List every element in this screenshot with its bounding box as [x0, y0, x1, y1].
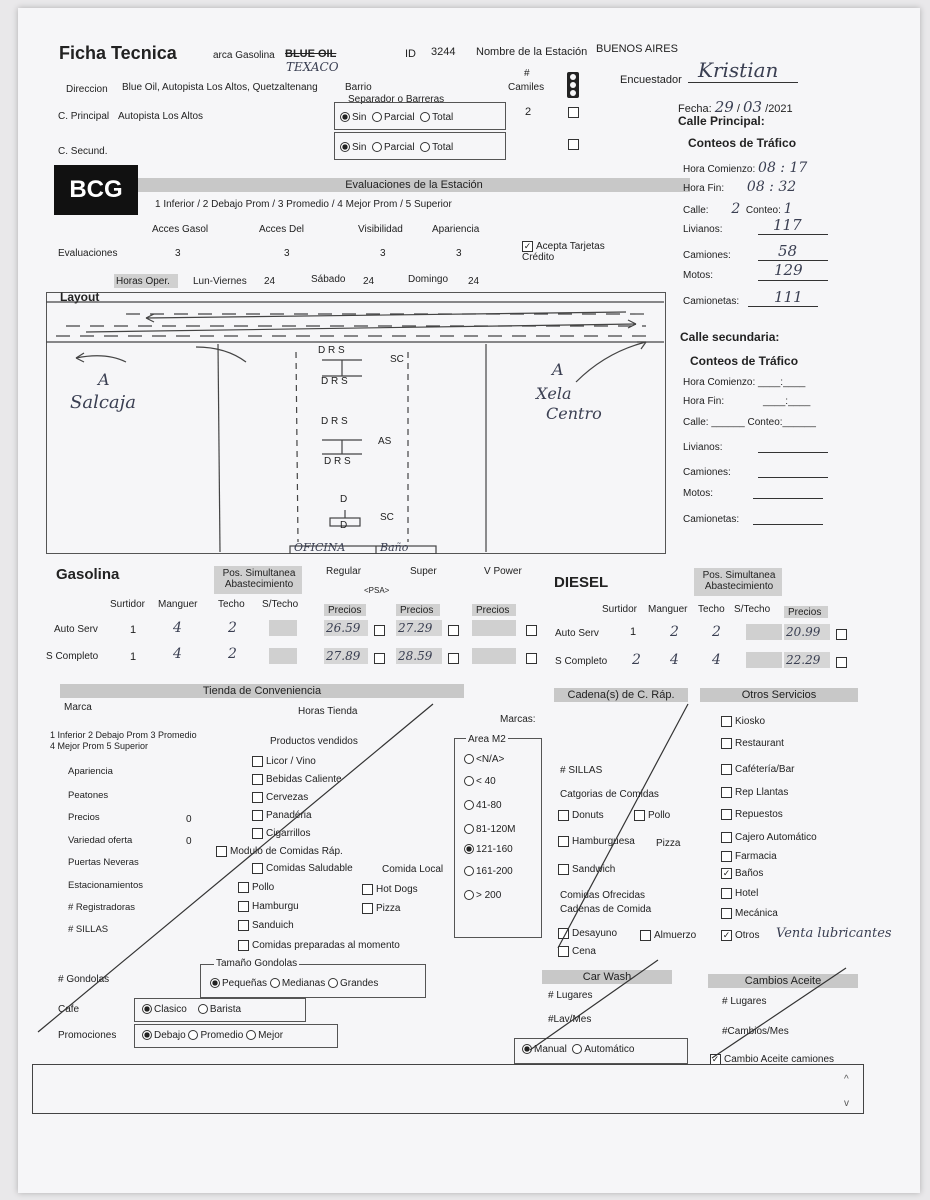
- layout-label: Layout: [60, 290, 100, 304]
- bcg-logo: BCG: [54, 165, 138, 215]
- aceite-cambios: #Cambios/Mes: [722, 1026, 789, 1037]
- marca-old: BLUE OIL: [285, 48, 337, 60]
- diesel-auto-label: Auto Serv: [555, 628, 599, 639]
- gasolina-comp-check-3[interactable]: [526, 650, 540, 668]
- diesel-comp-precio: 22.29: [784, 652, 830, 668]
- camiles-hash: #: [524, 68, 530, 79]
- otros-repuestos[interactable]: Repuestos: [721, 809, 783, 820]
- tienda-row-estacionamientos: Estacionamientos: [68, 880, 143, 891]
- otros-cajero[interactable]: Cajero Automático: [721, 832, 817, 843]
- gasolina-auto-regular: 26.59: [324, 620, 368, 636]
- otros-banos[interactable]: ✓ Baños: [722, 868, 764, 880]
- area-label: Area M2: [468, 734, 506, 745]
- otros-farmacia[interactable]: Farmacia: [721, 851, 777, 862]
- layout-drs-1: D R S: [318, 345, 345, 356]
- otros-mecanica[interactable]: Mecánica: [721, 908, 778, 919]
- diesel-col-manguer: Manguer: [648, 604, 688, 615]
- diesel-comp-label: S Completo: [555, 656, 608, 667]
- otros-cafeteria[interactable]: Cafétería/Bar: [721, 764, 794, 775]
- otros-hotel[interactable]: Hotel: [721, 888, 758, 899]
- marca-new: TEXACO: [286, 60, 339, 74]
- cadena-cena[interactable]: Cena: [558, 946, 596, 957]
- cadena-ofrecidas: Comidas Ofrecidas: [560, 890, 646, 901]
- comida-sanduich[interactable]: Sanduich: [238, 920, 294, 931]
- calle-principal-heading: Calle Principal:: [678, 114, 765, 128]
- otros-restaurant[interactable]: Restaurant: [721, 738, 784, 749]
- prod-cervezas[interactable]: Cervezas: [252, 792, 308, 803]
- diesel-precios: Precios: [788, 607, 822, 618]
- col-acces-del: Acces Del: [259, 224, 305, 235]
- tienda-scale-1: 1 Inferior 2 Debajo Prom 3 Promedio: [50, 730, 197, 740]
- traffic-light-icon: [564, 72, 582, 103]
- cadena-pizza: Pizza: [656, 838, 681, 849]
- diesel-comp-surtidor: 2: [632, 652, 641, 668]
- gasolina-comp-techo: 2: [228, 646, 237, 662]
- aceite-camiones[interactable]: ✓ Cambio Aceite camiones: [711, 1054, 835, 1066]
- carwash-lugares: # Lugares: [548, 990, 593, 1001]
- layout-right-a: A: [552, 360, 564, 379]
- principal-label: C. Principal: [58, 111, 110, 122]
- diesel-comp-manguer: 4: [670, 652, 679, 668]
- evaluaciones-label: Evaluaciones: [58, 248, 118, 259]
- area-na[interactable]: <N/A>: [464, 754, 504, 765]
- tamano-label: Tamaño Gondolas: [216, 958, 298, 969]
- conteo2-hc: Hora Comienzo: ____:____: [683, 377, 806, 388]
- lv-value: 24: [264, 276, 276, 287]
- comida-hamburgu[interactable]: Hamburgu: [238, 901, 299, 912]
- tienda-productos: Productos vendidos: [270, 736, 358, 747]
- cadena-donuts[interactable]: Donuts: [558, 810, 604, 821]
- scroll-down-icon[interactable]: v: [844, 1098, 849, 1109]
- secund-label: C. Secund.: [58, 146, 108, 157]
- prod-licor[interactable]: Licor / Vino: [252, 756, 316, 767]
- gasolina-auto-techo: 2: [228, 620, 237, 636]
- gasolina-comp-surtidor: 1: [130, 651, 137, 663]
- diesel-auto-check[interactable]: [836, 626, 850, 644]
- layout-as: AS: [378, 436, 392, 447]
- tienda-scale-2: 4 Mejor Prom 5 Superior: [50, 741, 149, 751]
- id-value: 3244: [431, 46, 456, 58]
- layout-right-dest2: Centro: [546, 404, 602, 423]
- conteo1-title: Conteos de Tráfico: [688, 136, 797, 150]
- layout-drs-3: D R S: [321, 416, 348, 427]
- gasolina-title: Gasolina: [56, 566, 120, 583]
- eval-value-4: 3: [456, 248, 462, 259]
- layout-sc-1: SC: [390, 354, 404, 365]
- comida-saludable[interactable]: Comidas Saludable: [252, 863, 353, 874]
- prod-bebidas[interactable]: Bebidas Caliente: [252, 774, 342, 785]
- principal-value: Autopista Los Altos: [118, 111, 204, 122]
- otros-kiosko[interactable]: Kiosko: [721, 716, 765, 727]
- gasolina-super: Super: [410, 566, 437, 577]
- barrio-label: Barrio: [345, 82, 372, 93]
- aceite-lugares: # Lugares: [722, 996, 767, 1007]
- diesel-pos: Pos. Simultanea Abastecimiento: [702, 570, 776, 592]
- tienda-row-precios: Precios: [68, 812, 100, 823]
- layout-drs-2: D R S: [321, 376, 348, 387]
- diesel-comp-check[interactable]: [836, 654, 850, 672]
- dom-label: Domingo: [408, 274, 449, 285]
- tienda-precios-value: 0: [186, 814, 192, 825]
- area-box: [454, 738, 542, 938]
- lv-label: Lun-Viernes: [193, 276, 247, 287]
- otros-title: Otros Servicios: [700, 688, 858, 702]
- conteo2-heading: Calle secundaria:: [680, 330, 780, 344]
- prod-panaderia[interactable]: Panadéria: [252, 810, 312, 821]
- comida-pizza[interactable]: Pizza: [362, 903, 400, 914]
- diesel-comp-techo: 4: [712, 652, 721, 668]
- conteo1-camiones: 58: [778, 242, 798, 260]
- prod-cigarrillos[interactable]: Cigarrillos: [252, 828, 310, 839]
- gasolina-comp-regular: 27.89: [324, 648, 368, 664]
- layout-sc-2: SC: [380, 512, 394, 523]
- tienda-title: Tienda de Conveniencia: [60, 684, 464, 698]
- conteo2-livianos-label: Livianos:: [683, 442, 723, 453]
- checkbox-2[interactable]: [568, 136, 582, 154]
- checkbox-1[interactable]: [568, 104, 582, 122]
- tarjetas-checkbox[interactable]: ✓ Acepta Tarjetas Crédito: [522, 241, 605, 264]
- conteo2-calle: Calle: ______ Conteo:______: [683, 417, 816, 428]
- gondolas-options[interactable]: Pequeñas Medianas Grandes: [210, 978, 378, 989]
- conteo1-motos-label: Motos:: [683, 270, 714, 281]
- area-81-120[interactable]: 81-120M: [464, 824, 515, 835]
- survey-sheet: [18, 8, 920, 1193]
- gasolina-auto-check-2[interactable]: [448, 622, 462, 640]
- area-lt40[interactable]: < 40: [464, 776, 496, 787]
- area-161-200[interactable]: 161-200: [464, 866, 513, 877]
- otros-otros[interactable]: ✓ Otros: [722, 930, 760, 942]
- conteo1-camionetas-label: Camionetas:: [683, 296, 740, 307]
- otros-llantas[interactable]: Rep Llantas: [721, 787, 788, 798]
- comida-pollo[interactable]: Pollo: [238, 882, 274, 893]
- conteo1-calle: Calle: 2 Conteo: 1: [683, 201, 793, 217]
- conteo1-hc: Hora Comienzo: 08 : 17: [683, 160, 808, 176]
- gasolina-col-techo: Techo: [218, 599, 245, 610]
- tienda-marcas: Marcas:: [500, 714, 536, 725]
- cadena-sillas: # SILLAS: [560, 765, 603, 776]
- carwash-options[interactable]: Manual Automático: [522, 1044, 634, 1055]
- gasolina-col-stecho: S/Techo: [262, 599, 299, 610]
- layout-p-2: D: [340, 520, 348, 531]
- evaluaciones-scale: 1 Inferior / 2 Debajo Prom / 3 Promedio / 4 Mejor Prom / 5 Superior: [155, 199, 452, 210]
- diesel-auto-manguer: 2: [670, 624, 679, 640]
- separador-label: Separador o Barreras: [348, 94, 445, 105]
- gasolina-auto-manguer: 4: [173, 620, 182, 636]
- area-121-160[interactable]: 121-160: [464, 844, 513, 855]
- tienda-marca: Marca: [64, 702, 92, 713]
- conteo2-hf: Hora Fin: ____:____: [683, 396, 811, 407]
- tienda-row-peatones: Peatones: [68, 790, 109, 801]
- gondolas-label: # Gondolas: [58, 974, 110, 985]
- tienda-row-registradoras: # Registradoras: [68, 902, 136, 913]
- fecha-row: Fecha: 29 / 03 /2021: [678, 98, 793, 116]
- comida-preparadas[interactable]: Comidas preparadas al momento: [238, 940, 400, 951]
- direccion-label: Direccion: [66, 84, 108, 95]
- gasolina-comp-label: S Completo: [46, 651, 99, 662]
- cafe-label: Cafe: [58, 1004, 80, 1015]
- dom-value: 24: [468, 276, 480, 287]
- cadena-title: Cadena(s) de C. Ráp.: [554, 688, 688, 702]
- camiles-label: Camiles: [508, 82, 545, 93]
- estacion-value: BUENOS AIRES: [596, 43, 678, 55]
- diesel-col-techo: Techo: [698, 604, 725, 615]
- gasolina-regular: Regular: [326, 566, 362, 577]
- layout-drs-4: D R S: [324, 456, 351, 467]
- gasolina-vpower: V Power: [484, 566, 522, 577]
- tienda-variedad-value: 0: [186, 836, 192, 847]
- horas-label: Horas Oper.: [116, 276, 170, 287]
- direccion-value: Blue Oil, Autopista Los Altos, Quetzaltenang: [122, 82, 318, 93]
- conteo1-camionetas: 111: [774, 288, 803, 306]
- diesel-title: DIESEL: [554, 574, 609, 591]
- separador-options-1[interactable]: Sin Parcial Total: [340, 112, 453, 123]
- gasolina-precios-2: Precios: [400, 605, 434, 616]
- layout-left-a: A: [98, 370, 110, 389]
- cadena-sandwich[interactable]: Sandwich: [558, 864, 615, 875]
- col-acces-gasol: Acces Gasol: [152, 224, 209, 235]
- layout-left-dest: Salcaja: [70, 392, 136, 413]
- conteo1-camiones-label: Camiones:: [683, 250, 731, 261]
- gasolina-auto-surtidor: 1: [130, 624, 137, 636]
- marca-label: arca Gasolina: [213, 50, 275, 61]
- gasolina-precios-3: Precios: [476, 605, 510, 616]
- cafe-options[interactable]: Clasico Barista: [142, 1004, 241, 1015]
- comida-hotdogs[interactable]: Hot Dogs: [362, 884, 418, 895]
- gasolina-col-surtidor: Surtidor: [110, 599, 146, 610]
- id-label: ID: [405, 48, 416, 60]
- tienda-row-sillas: # SILLAS: [68, 924, 109, 935]
- conteo1-hf: Hora Fin: 08 : 32: [683, 179, 797, 195]
- layout-right-dest1: Xela: [536, 384, 572, 403]
- area-gt200[interactable]: > 200: [464, 890, 501, 901]
- gasolina-comp-check-1[interactable]: [374, 650, 388, 668]
- encuestador-label: Encuestador: [620, 74, 682, 86]
- gasolina-auto-check-1[interactable]: [374, 622, 388, 640]
- camiles-value: 2: [525, 106, 532, 118]
- diesel-col-stecho: S/Techo: [734, 604, 771, 615]
- cadena-pollo[interactable]: Pollo: [634, 810, 670, 821]
- promociones-options[interactable]: Debajo Promedio Mejor: [142, 1030, 283, 1041]
- cadena-desayuno[interactable]: Desayuno: [558, 928, 617, 939]
- layout-p-1: D: [340, 494, 348, 505]
- gasolina-auto-check-3[interactable]: [526, 622, 540, 640]
- cadena-hamburguesa[interactable]: Hamburguesa: [558, 836, 635, 847]
- gasolina-psa: <PSA>: [364, 586, 390, 595]
- gasolina-precios-1: Precios: [328, 605, 362, 616]
- conteo1-motos: 129: [774, 261, 803, 279]
- conteo2-camiones-label: Camiones:: [683, 467, 731, 478]
- tienda-row-variedad: Variedad oferta: [68, 835, 133, 846]
- carwash-lav: #Lav/Mes: [548, 1014, 592, 1025]
- cadena-almuerzo[interactable]: Almuerzo: [640, 930, 696, 941]
- evaluaciones-title: Evaluaciones de la Estación: [138, 178, 690, 192]
- area-41-80[interactable]: 41-80: [464, 800, 502, 811]
- col-apariencia: Apariencia: [432, 224, 480, 235]
- estacion-label: Nombre de la Estación: [476, 46, 588, 58]
- promociones-label: Promociones: [58, 1030, 117, 1041]
- gasolina-col-manguer: Manguer: [158, 599, 198, 610]
- scroll-up-icon[interactable]: ^: [844, 1074, 849, 1085]
- layout-sketch: [46, 292, 664, 554]
- eval-value-1: 3: [175, 248, 181, 259]
- col-visibilidad: Visibilidad: [358, 224, 403, 235]
- diesel-auto-surtidor: 1: [630, 626, 637, 638]
- notes-box[interactable]: [32, 1064, 864, 1114]
- gasolina-auto-label: Auto Serv: [54, 624, 98, 635]
- layout-oficina: OFICINA: [294, 541, 346, 554]
- gasolina-auto-super: 27.29: [396, 620, 442, 636]
- gasolina-pos: Pos. Simultanea Abastecimiento: [222, 568, 296, 590]
- encuestador-value: Kristian: [698, 58, 779, 82]
- conteo1-livianos-label: Livianos:: [683, 224, 723, 235]
- eval-value-2: 3: [284, 248, 290, 259]
- gasolina-comp-super: 28.59: [396, 648, 442, 664]
- diesel-col-surtidor: Surtidor: [602, 604, 638, 615]
- conteo1-livianos: 117: [773, 216, 802, 234]
- conteo2-camionetas-label: Camionetas:: [683, 514, 740, 525]
- eval-value-3: 3: [380, 248, 386, 259]
- sab-value: 24: [363, 276, 375, 287]
- gasolina-comp-check-2[interactable]: [448, 650, 462, 668]
- tienda-row-apariencia: Apariencia: [68, 766, 113, 777]
- diesel-auto-precio: 20.99: [784, 624, 830, 640]
- cadena-categorias: Catgorias de Comidas: [560, 789, 659, 800]
- conteo2-title: Conteos de Tráfico: [690, 354, 799, 368]
- carwash-title: Car Wash: [542, 970, 672, 984]
- tienda-horas: Horas Tienda: [298, 706, 358, 717]
- layout-bano: Baño: [380, 541, 409, 554]
- separador-options-2[interactable]: Sin Parcial Total: [340, 142, 453, 153]
- gasolina-comp-manguer: 4: [173, 646, 182, 662]
- modulo-comidas[interactable]: Modulo de Comidas Ráp.: [216, 846, 343, 857]
- diesel-auto-techo: 2: [712, 624, 721, 640]
- aceite-title: Cambios Aceite: [708, 974, 858, 988]
- sab-label: Sábado: [311, 274, 346, 285]
- tienda-row-puertas: Puertas Neveras: [68, 857, 139, 868]
- cadena-cadenas: Cadenas de Comida: [560, 904, 652, 915]
- otros-otros-value: Venta lubricantes: [776, 926, 892, 941]
- conteo2-motos-label: Motos:: [683, 488, 714, 499]
- comida-local: Comida Local: [382, 864, 444, 875]
- page-title: Ficha Tecnica: [59, 43, 177, 63]
